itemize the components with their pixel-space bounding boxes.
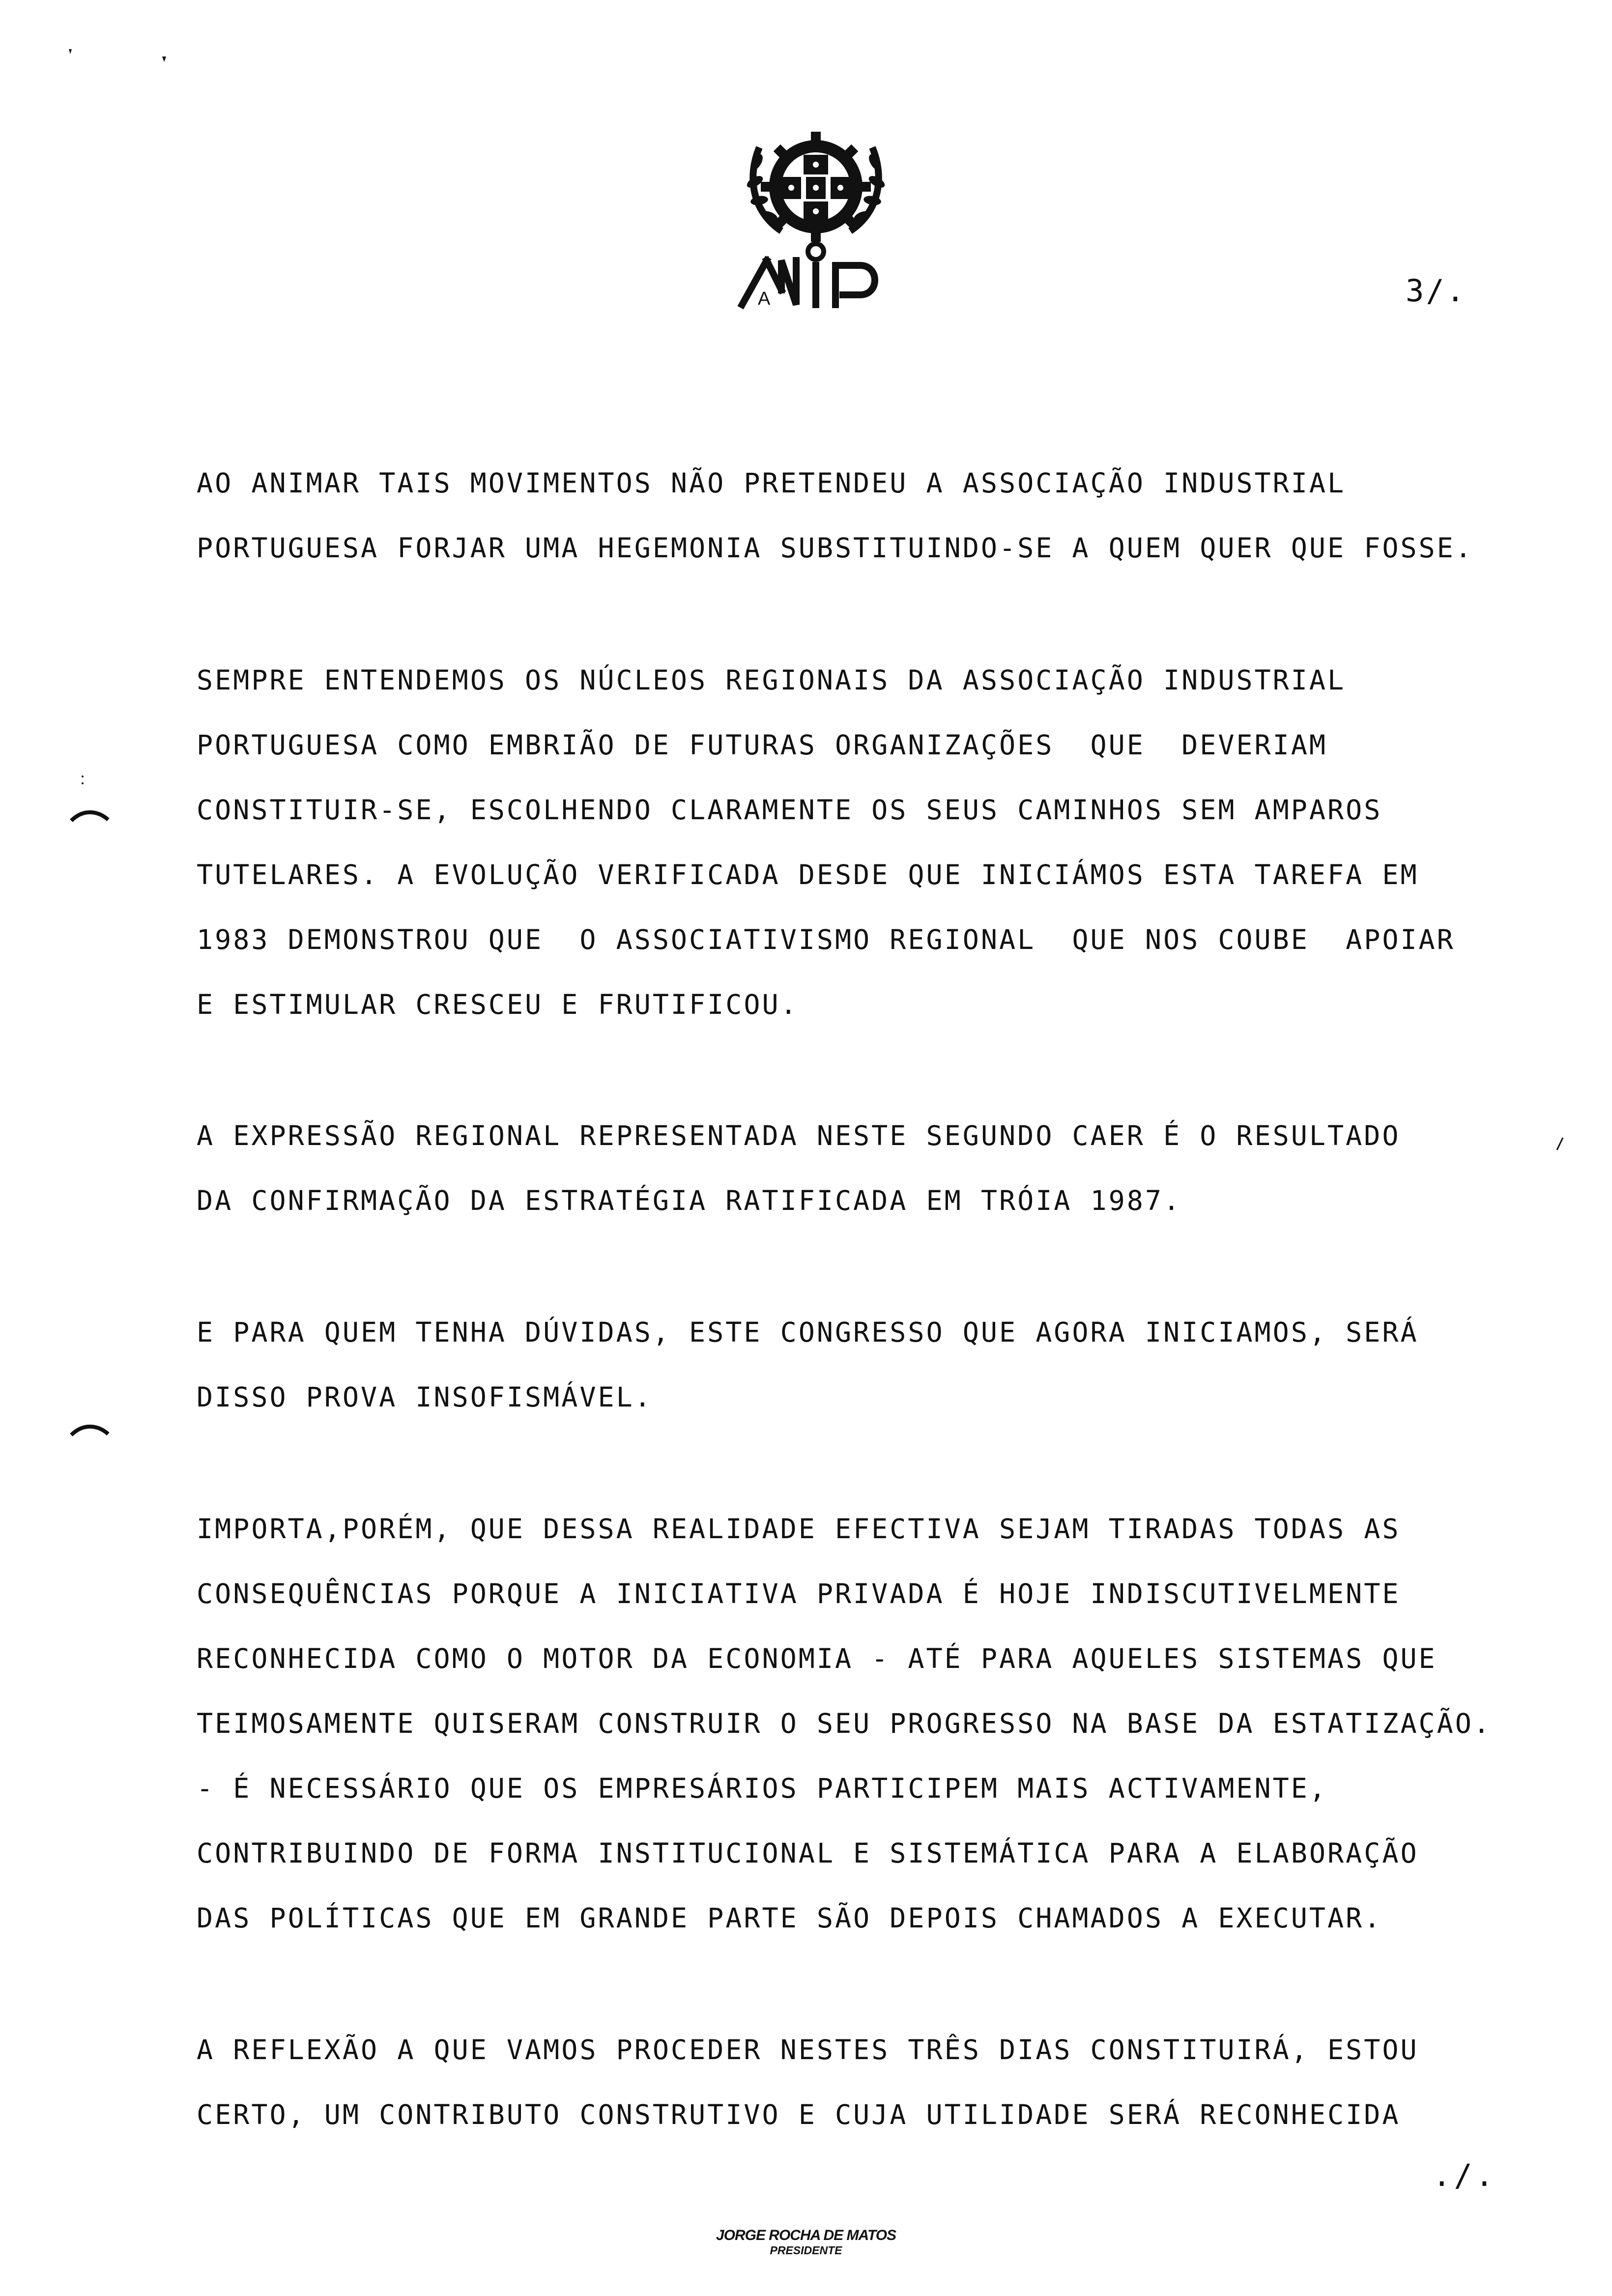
page-number: 3/. (1406, 273, 1467, 309)
paragraph-6 (197, 2017, 1573, 2147)
continuation-mark: ./. (1433, 2157, 1497, 2193)
text-line: DA CONFIRMAÇÃO DA ESTRATÉGIA RATIFICADA EM TRÓIA 1987. (197, 1185, 1182, 1216)
paragraph-1 (197, 451, 1573, 580)
margin-punch-mark-upper (69, 772, 113, 831)
signature-block (683, 2227, 929, 2257)
svg-text:A: A (758, 288, 771, 309)
text-line: TUTELARES. A EVOLUÇÃO VERIFICADA DESDE QUE INICIÁMOS ESTA TAREFA EM (197, 859, 1419, 890)
text-line: RECONHECIDA COMO O MOTOR DA ECONOMIA - ATÉ PARA AQUELES SISTEMAS QUE (197, 1643, 1437, 1674)
text-line: A REFLEXÃO A QUE VAMOS PROCEDER NESTES TRÊS DIAS CONSTITUIRÁ, ESTOU (197, 2034, 1419, 2066)
paragraph-4 (197, 1300, 1573, 1430)
text-line: CONSTITUIR-SE, ESCOLHENDO CLARAMENTE OS SEUS CAMINHOS SEM AMPAROS (197, 794, 1382, 826)
paragraph-5 (197, 1496, 1573, 1951)
text-line: E ESTIMULAR CRESCEU E FRUTIFICOU. (197, 989, 799, 1020)
text-line: DAS POLÍTICAS QUE EM GRANDE PARTE SÃO DEPOIS CHAMADOS A EXECUTAR. (197, 1902, 1382, 1934)
paragraph-3 (197, 1103, 1573, 1233)
text-line: AO ANIMAR TAIS MOVIMENTOS NÃO PRETENDEU A ASSOCIAÇÃO INDUSTRIAL (197, 467, 1346, 499)
scan-speck-right (1553, 1135, 1568, 1155)
text-line: SEMPRE ENTENDEMOS OS NÚCLEOS REGIONAIS DA ASSOCIAÇÃO INDUSTRIAL (197, 664, 1346, 696)
text-line: CERTO, UM CONTRIBUTO CONSTRUTIVO E CUJA UTILIDADE SERÁ RECONHECIDA (197, 2099, 1401, 2130)
paragraph-2 (197, 648, 1573, 1037)
text-line: A EXPRESSÃO REGIONAL REPRESENTADA NESTE SEGUNDO CAER É O RESULTADO (197, 1120, 1401, 1151)
aip-logo (713, 69, 919, 344)
text-line: PORTUGUESA COMO EMBRIÃO DE FUTURAS ORGANIZAÇÕES QUE DEVERIAM (197, 729, 1327, 761)
scan-speck-marks (64, 44, 182, 74)
text-line: E PARA QUEM TENHA DÚVIDAS, ESTE CONGRESSO QUE AGORA INICIAMOS, SERÁ (197, 1317, 1419, 1348)
text-line: CONTRIBUINDO DE FORMA INSTITUCIONAL E SISTEMÁTICA PARA A ELABORAÇÃO (197, 1837, 1419, 1869)
text-line: CONSEQUÊNCIAS PORQUE A INICIATIVA PRIVADA É HOJE INDISCUTIVELMENTE (197, 1578, 1401, 1609)
signature-title: PRESIDENTE (770, 2244, 842, 2257)
signature-name: JORGE ROCHA DE MATOS (716, 2227, 896, 2243)
text-line: IMPORTA,PORÉM, QUE DESSA REALIDADE EFECTIVA SEJAM TIRADAS TODAS AS (197, 1513, 1401, 1545)
text-line: 1983 DEMONSTROU QUE O ASSOCIATIVISMO REGIONAL QUE NOS COUBE APOIAR (197, 924, 1455, 955)
margin-punch-mark-lower (69, 1415, 113, 1445)
text-line: TEIMOSAMENTE QUISERAM CONSTRUIR O SEU PROGRESSO NA BASE DA ESTATIZAÇÃO. (197, 1708, 1492, 1739)
text-line: DISSO PROVA INSOFISMÁVEL. (197, 1381, 653, 1413)
text-line: PORTUGUESA FORJAR UMA HEGEMONIA SUBSTITUINDO-SE A QUEM QUER QUE FOSSE. (197, 532, 1473, 564)
text-line: - É NECESSÁRIO QUE OS EMPRESÁRIOS PARTICIPEM MAIS ACTIVAMENTE, (197, 1773, 1327, 1804)
